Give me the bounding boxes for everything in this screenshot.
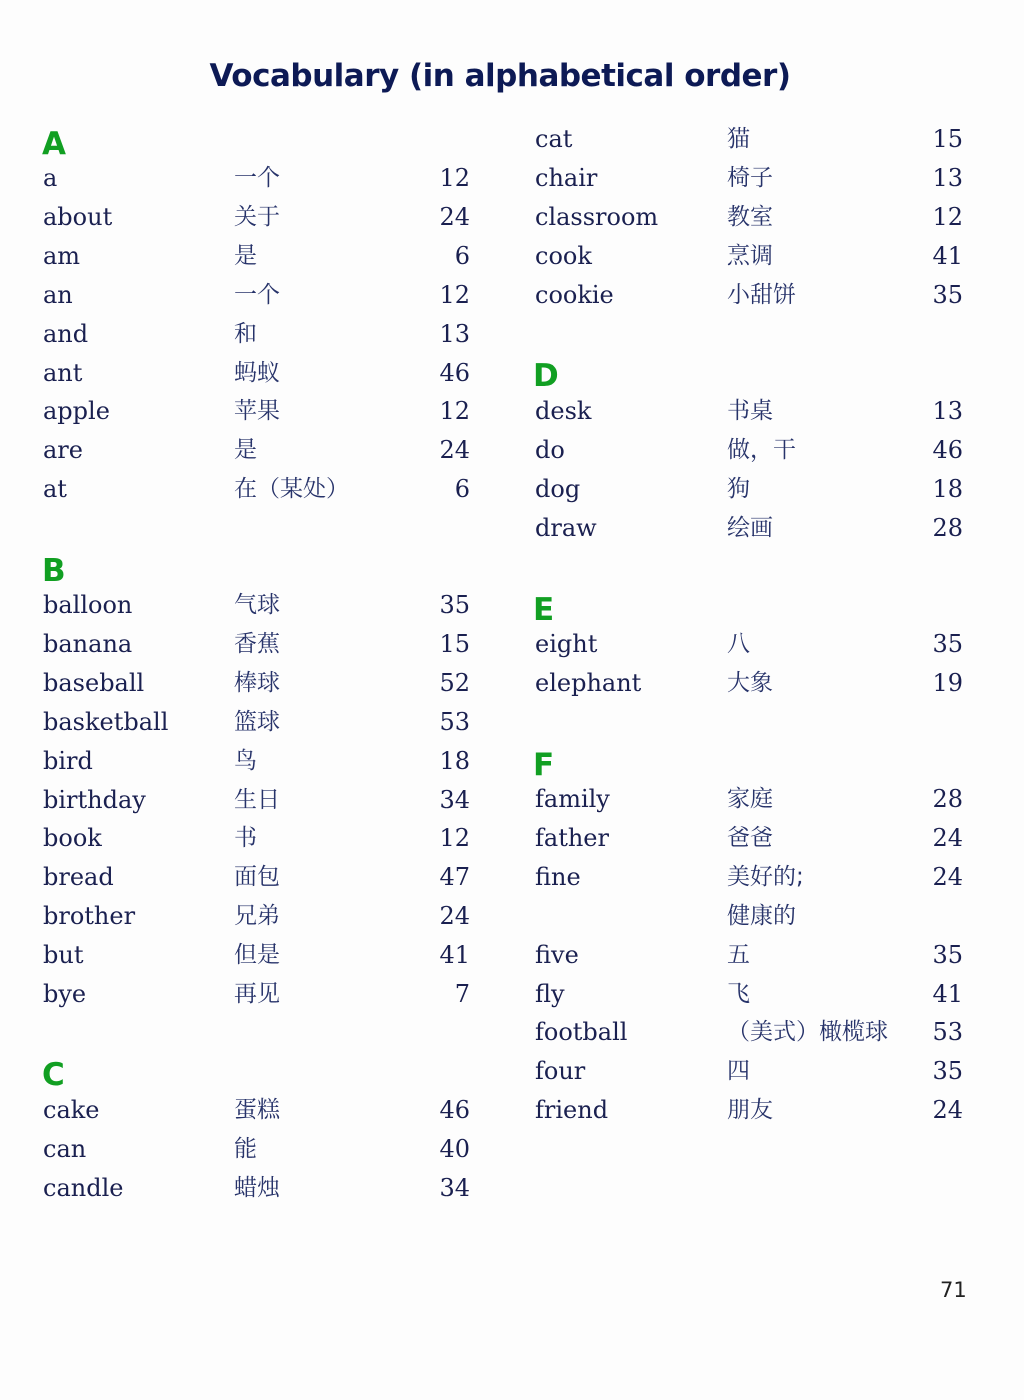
vocab-translation: 小甜饼 bbox=[727, 282, 796, 308]
vocab-page-ref: 53 bbox=[932, 1018, 963, 1046]
vocab-entry bbox=[0, 470, 1000, 508]
vocab-entry bbox=[0, 858, 1000, 896]
vocab-page-ref: 19 bbox=[932, 669, 963, 697]
vocab-word: bread bbox=[43, 863, 114, 891]
vocab-page-ref: 46 bbox=[932, 436, 963, 464]
vocab-translation: 在（某处） bbox=[234, 476, 349, 502]
vocab-page-ref: 13 bbox=[932, 164, 963, 192]
vocab-page-ref: 6 bbox=[454, 475, 470, 503]
vocab-translation: 和 bbox=[234, 321, 257, 347]
vocab-translation: 狗 bbox=[727, 476, 750, 502]
vocab-translation: 蚂蚁 bbox=[234, 360, 280, 386]
vocab-word: do bbox=[535, 436, 565, 464]
vocab-page-ref: 53 bbox=[439, 708, 470, 736]
vocab-entry bbox=[0, 159, 1000, 197]
vocab-word: cake bbox=[43, 1096, 100, 1124]
vocab-page-ref: 41 bbox=[932, 980, 963, 1008]
vocab-translation: 四 bbox=[727, 1058, 750, 1084]
vocab-word: cook bbox=[535, 242, 592, 270]
vocab-page-ref: 12 bbox=[439, 281, 470, 309]
vocab-page-ref: 52 bbox=[439, 669, 470, 697]
vocab-translation: 鸟 bbox=[234, 748, 257, 774]
vocab-word: chair bbox=[535, 164, 598, 192]
vocab-translation: 能 bbox=[234, 1136, 257, 1162]
vocab-page-ref: 35 bbox=[932, 281, 963, 309]
vocab-page-ref: 40 bbox=[439, 1135, 470, 1163]
vocab-entry bbox=[0, 703, 1000, 741]
vocab-word: and bbox=[43, 320, 89, 348]
vocab-word: fine bbox=[535, 863, 581, 891]
vocab-translation: 棒球 bbox=[234, 670, 280, 696]
section-letter-f: F bbox=[533, 747, 555, 783]
vocab-entry bbox=[0, 276, 1000, 314]
vocab-page-ref: 35 bbox=[932, 630, 963, 658]
vocab-word: elephant bbox=[535, 669, 642, 697]
vocab-page-ref: 15 bbox=[439, 630, 470, 658]
vocab-page-ref: 35 bbox=[932, 941, 963, 969]
vocab-word: fly bbox=[535, 980, 565, 1008]
vocab-page-ref: 12 bbox=[439, 397, 470, 425]
vocab-translation: 关于 bbox=[234, 204, 280, 230]
vocab-page-ref: 46 bbox=[439, 1096, 470, 1124]
vocab-translation: 一个 bbox=[234, 165, 280, 191]
vocab-word: father bbox=[535, 824, 609, 852]
vocab-entry bbox=[0, 237, 1000, 275]
vocab-word: are bbox=[43, 436, 83, 464]
vocab-page-ref: 12 bbox=[439, 164, 470, 192]
vocab-translation: 一个 bbox=[234, 282, 280, 308]
vocab-word: about bbox=[43, 203, 113, 231]
vocab-page-ref: 24 bbox=[439, 203, 470, 231]
page-title: Vocabulary (in alphabetical order) bbox=[209, 58, 791, 94]
vocab-translation: 蛋糕 bbox=[234, 1097, 280, 1123]
section-letter-c: C bbox=[42, 1057, 65, 1093]
vocab-page-ref: 34 bbox=[439, 786, 470, 814]
vocab-word: cookie bbox=[535, 281, 614, 309]
vocab-translation: 八 bbox=[727, 631, 750, 657]
vocab-page-ref: 13 bbox=[439, 320, 470, 348]
vocab-translation: 蜡烛 bbox=[234, 1175, 280, 1201]
vocab-page-ref: 12 bbox=[439, 824, 470, 852]
vocab-page-ref: 35 bbox=[932, 1057, 963, 1085]
vocab-entry bbox=[0, 897, 1000, 935]
vocab-page-ref: 18 bbox=[932, 475, 963, 503]
vocab-word: book bbox=[43, 824, 102, 852]
vocab-entry bbox=[0, 780, 1000, 818]
page-number: 71 bbox=[940, 1278, 967, 1302]
vocab-translation: 香蕉 bbox=[234, 631, 280, 657]
vocab-word: classroom bbox=[535, 203, 659, 231]
vocab-word: brother bbox=[43, 902, 136, 930]
vocab-translation: 爸爸 bbox=[727, 825, 773, 851]
vocab-page-ref: 34 bbox=[439, 1174, 470, 1202]
vocab-page-ref: 7 bbox=[454, 980, 470, 1008]
vocab-entry bbox=[0, 742, 1000, 780]
vocab-translation: 苹果 bbox=[234, 398, 280, 424]
vocab-page-ref: 24 bbox=[932, 863, 963, 891]
vocab-page-ref: 15 bbox=[932, 125, 963, 153]
vocab-word: five bbox=[535, 941, 579, 969]
vocab-translation: 是 bbox=[234, 437, 257, 463]
vocab-word: an bbox=[43, 281, 73, 309]
vocab-page-ref: 18 bbox=[439, 747, 470, 775]
vocab-page-ref: 41 bbox=[439, 941, 470, 969]
vocab-page-ref: 46 bbox=[439, 359, 470, 387]
vocab-entry bbox=[0, 509, 1000, 547]
vocab-word: ant bbox=[43, 359, 83, 387]
vocab-translation: （美式）橄榄球 bbox=[727, 1019, 888, 1045]
vocab-entry bbox=[0, 1169, 1000, 1207]
vocab-translation: 健康的 bbox=[727, 903, 796, 929]
vocab-word: but bbox=[43, 941, 84, 969]
vocab-translation: 五 bbox=[727, 942, 750, 968]
vocab-word: birthday bbox=[43, 786, 146, 814]
vocab-word: desk bbox=[535, 397, 592, 425]
vocab-word: candle bbox=[43, 1174, 124, 1202]
vocab-word: can bbox=[43, 1135, 87, 1163]
vocab-translation: 飞 bbox=[727, 981, 750, 1007]
vocab-entry bbox=[0, 198, 1000, 236]
vocab-word: football bbox=[535, 1018, 628, 1046]
vocab-word: banana bbox=[43, 630, 133, 658]
vocab-page-ref: 28 bbox=[932, 785, 963, 813]
vocab-translation: 美好的; bbox=[727, 864, 804, 890]
vocab-entry bbox=[0, 975, 1000, 1013]
vocab-word: draw bbox=[535, 514, 597, 542]
section-letter-a: A bbox=[42, 126, 66, 162]
vocab-entry bbox=[0, 354, 1000, 392]
vocab-word: cat bbox=[535, 125, 573, 153]
vocab-entry bbox=[0, 625, 1000, 663]
vocab-translation: 再见 bbox=[234, 981, 280, 1007]
vocab-translation: 烹调 bbox=[727, 243, 773, 269]
vocab-translation: 教室 bbox=[727, 204, 773, 230]
vocab-word: apple bbox=[43, 397, 110, 425]
vocab-page-ref: 24 bbox=[439, 436, 470, 464]
vocab-page-ref: 24 bbox=[439, 902, 470, 930]
vocab-entry bbox=[0, 1052, 1000, 1090]
section-letter-e: E bbox=[533, 592, 555, 628]
vocab-translation: 绘画 bbox=[727, 515, 773, 541]
vocab-word: bye bbox=[43, 980, 87, 1008]
vocab-entry bbox=[0, 819, 1000, 857]
vocab-word: four bbox=[535, 1057, 586, 1085]
section-letter-d: D bbox=[533, 358, 559, 394]
vocab-word: basketball bbox=[43, 708, 169, 736]
vocab-entry bbox=[0, 1013, 1000, 1051]
vocab-entry bbox=[0, 1091, 1000, 1129]
vocab-entry bbox=[0, 120, 1000, 158]
vocab-page-ref: 28 bbox=[932, 514, 963, 542]
vocab-entry bbox=[0, 1130, 1000, 1168]
vocab-page-ref: 12 bbox=[932, 203, 963, 231]
vocab-page-ref: 47 bbox=[439, 863, 470, 891]
section-letter-b: B bbox=[42, 553, 66, 589]
vocab-translation: 但是 bbox=[234, 942, 280, 968]
vocab-entry bbox=[0, 392, 1000, 430]
vocab-page-ref: 41 bbox=[932, 242, 963, 270]
vocab-word: eight bbox=[535, 630, 598, 658]
vocab-word: baseball bbox=[43, 669, 145, 697]
vocab-translation: 是 bbox=[234, 243, 257, 269]
vocab-translation: 书桌 bbox=[727, 398, 773, 424]
vocab-entry bbox=[0, 936, 1000, 974]
vocab-page-ref: 24 bbox=[932, 824, 963, 852]
vocab-word: family bbox=[535, 785, 610, 813]
vocab-translation: 大象 bbox=[727, 670, 773, 696]
vocab-word: friend bbox=[535, 1096, 609, 1124]
vocab-translation: 书 bbox=[234, 825, 257, 851]
vocab-translation: 篮球 bbox=[234, 709, 280, 735]
vocab-translation: 猫 bbox=[727, 126, 750, 152]
vocab-translation: 椅子 bbox=[727, 165, 773, 191]
vocab-translation: 做，干 bbox=[727, 437, 796, 463]
vocab-word: bird bbox=[43, 747, 93, 775]
vocab-word: at bbox=[43, 475, 67, 503]
vocab-word: am bbox=[43, 242, 81, 270]
vocab-entry bbox=[0, 315, 1000, 353]
vocab-entry bbox=[0, 586, 1000, 624]
vocab-entry bbox=[0, 664, 1000, 702]
vocab-word: a bbox=[43, 164, 58, 192]
vocab-page-ref: 35 bbox=[439, 591, 470, 619]
vocab-word: dog bbox=[535, 475, 581, 503]
vocab-page-ref: 6 bbox=[454, 242, 470, 270]
vocab-translation: 面包 bbox=[234, 864, 280, 890]
vocab-page-ref: 13 bbox=[932, 397, 963, 425]
vocab-translation: 朋友 bbox=[727, 1097, 773, 1123]
vocab-translation: 生日 bbox=[234, 787, 280, 813]
vocab-page-ref: 24 bbox=[932, 1096, 963, 1124]
vocab-translation: 家庭 bbox=[727, 786, 773, 812]
vocab-entry bbox=[0, 431, 1000, 469]
vocab-translation: 气球 bbox=[234, 592, 280, 618]
vocab-word: balloon bbox=[43, 591, 133, 619]
vocab-translation: 兄弟 bbox=[234, 903, 280, 929]
